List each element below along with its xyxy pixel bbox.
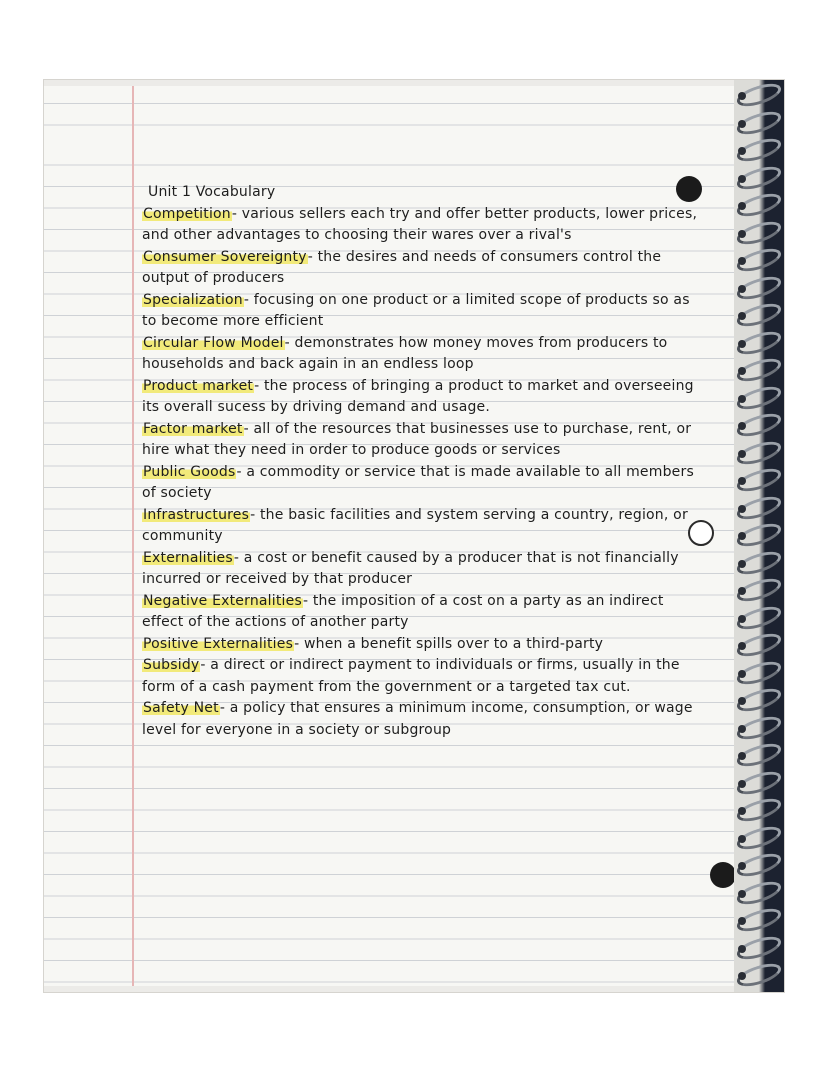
vocab-entry	[142, 333, 702, 376]
vocab-term: Competition	[143, 205, 231, 222]
coil-hole-icon	[738, 587, 746, 595]
vocab-definition: - a direct or indirect payment to individuals or firms, usually in the form of a cash payment from the government or a targeted tax cut.	[142, 657, 680, 695]
coil-hole-icon	[738, 560, 746, 568]
vocabulary-notes	[142, 182, 702, 741]
coil-hole-icon	[738, 697, 746, 705]
vocab-definition: - focusing on one product or a limited scope of products so as to become more efficient	[142, 291, 690, 329]
punch-hole-icon	[676, 176, 702, 202]
vocab-entry	[142, 698, 702, 741]
vocab-entry	[142, 505, 702, 548]
coil-hole-icon	[738, 890, 746, 898]
vocab-definition: - a cost or benefit caused by a producer that is not financially incurred or received by that producer	[142, 549, 679, 587]
coil-hole-icon	[738, 807, 746, 815]
vocab-definition: - the process of bringing a product to market and overseeing its overall sucess by driving demand and usage.	[142, 377, 694, 415]
vocab-term: Specialization	[143, 291, 243, 308]
coil-hole-icon	[738, 945, 746, 953]
vocab-definition: - various sellers each try and offer better products, lower prices, and other advantages to choosing their wares over a rival's	[142, 205, 698, 243]
vocab-term: Safety Net	[143, 700, 219, 716]
coil-hole-icon	[738, 92, 746, 100]
vocab-definition: - a policy that ensures a minimum income, consumption, or wage level for everyone in a society or subgroup	[142, 700, 693, 738]
vocab-entry	[142, 290, 702, 333]
coil-hole-icon	[738, 780, 746, 788]
coil-hole-icon	[738, 972, 746, 980]
vocab-entry	[142, 462, 702, 505]
vocab-entry	[142, 655, 702, 698]
vocab-term: Infrastructures	[143, 506, 250, 523]
vocab-term: Product market	[143, 377, 254, 394]
coil-hole-icon	[738, 285, 746, 293]
punch-hole-open-icon	[688, 520, 714, 546]
notebook-page	[44, 86, 744, 986]
vocab-definition: - when a benefit spills over to a third-party	[294, 635, 604, 652]
vocab-definition: - demonstrates how money moves from producers to households and back again in an endless loop	[142, 334, 668, 372]
coil-hole-icon	[738, 477, 746, 485]
vocab-term: Externalities	[143, 549, 233, 566]
coil-hole-icon	[738, 752, 746, 760]
coil-hole-icon	[738, 147, 746, 155]
vocab-definition: - the desires and needs of consumers control the output of producers	[142, 248, 662, 286]
vocab-term: Public Goods	[143, 463, 236, 480]
vocab-term: Positive Externalities	[143, 635, 294, 652]
coil-hole-icon	[738, 120, 746, 128]
vocab-entry	[142, 204, 702, 247]
coil-hole-icon	[738, 862, 746, 870]
vocab-entry	[142, 247, 702, 290]
coil-hole-icon	[738, 532, 746, 540]
coil-hole-icon	[738, 670, 746, 678]
coil-hole-icon	[738, 835, 746, 843]
margin-line	[132, 86, 134, 986]
coil-hole-icon	[738, 615, 746, 623]
coil-hole-icon	[738, 257, 746, 265]
coil-hole-icon	[738, 917, 746, 925]
coil-hole-icon	[738, 505, 746, 513]
coil-hole-icon	[738, 422, 746, 430]
vocab-entry	[142, 376, 702, 419]
coil-hole-icon	[738, 725, 746, 733]
vocab-term: Subsidy	[143, 657, 200, 673]
vocab-term: Circular Flow Model	[143, 334, 284, 351]
vocab-entry	[142, 591, 702, 634]
vocab-definition: - a commodity or service that is made available to all members of society	[142, 463, 694, 501]
coil-hole-icon	[738, 367, 746, 375]
vocab-entry	[142, 634, 702, 656]
vocab-term: Negative Externalities	[143, 592, 302, 609]
notebook-photo	[44, 80, 784, 992]
punch-hole-icon	[710, 862, 736, 888]
coil-hole-icon	[738, 175, 746, 183]
coil-hole-icon	[738, 395, 746, 403]
coil-hole-icon	[738, 642, 746, 650]
vocab-definition: - the basic facilities and system serving a country, region, or community	[142, 506, 688, 544]
coil-hole-icon	[738, 202, 746, 210]
vocab-term: Consumer Sovereignty	[143, 248, 307, 265]
vocab-entry	[142, 548, 702, 591]
vocab-definition: - the imposition of a cost on a party as an indirect effect of the actions of another party	[142, 592, 664, 630]
vocab-term: Factor market	[143, 420, 243, 437]
page-title: Unit 1 Vocabulary	[148, 184, 276, 200]
coil-hole-icon	[738, 450, 746, 458]
vocab-entry	[142, 419, 702, 462]
vocab-definition: - all of the resources that businesses use to purchase, rent, or hire what they need in order to produce goods or services	[142, 420, 692, 458]
coil-hole-icon	[738, 230, 746, 238]
coil-hole-icon	[738, 312, 746, 320]
entries-list	[142, 204, 702, 742]
coil-hole-icon	[738, 340, 746, 348]
spiral-binding	[734, 80, 784, 992]
